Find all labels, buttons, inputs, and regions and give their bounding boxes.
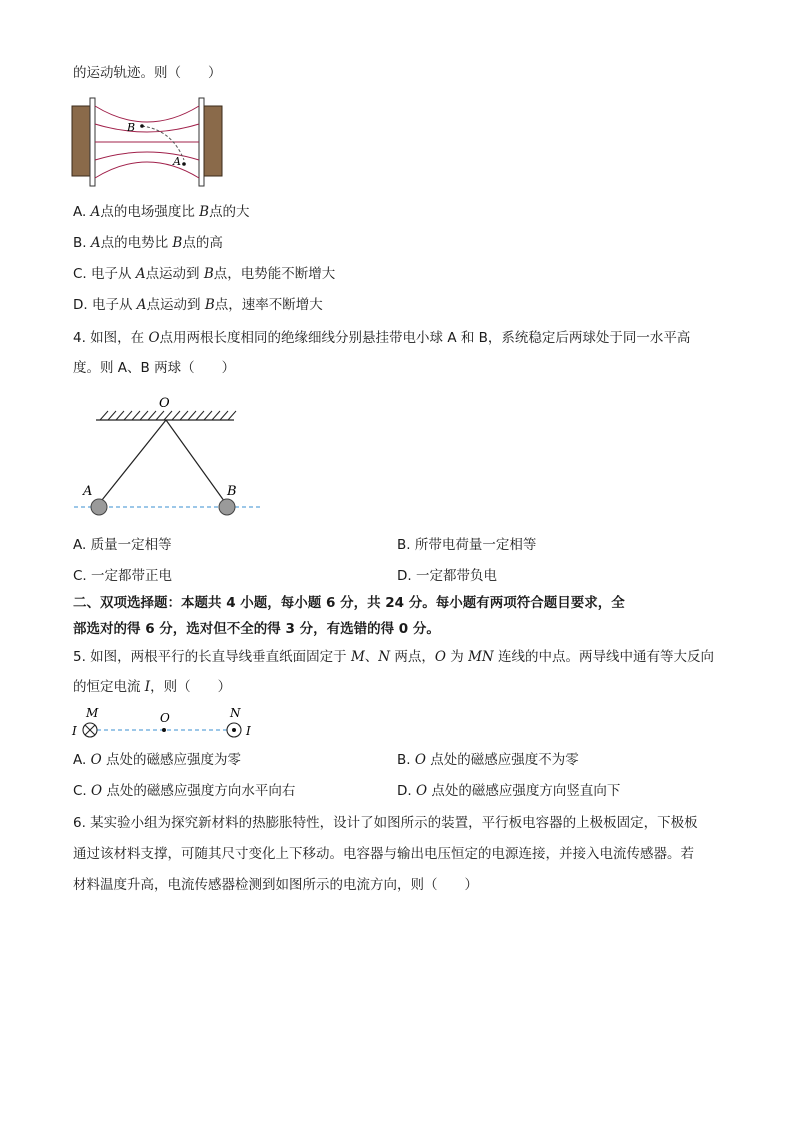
section-2-heading-line2: 部选对的得 6 分，选对但不全的得 3 分，有选错的得 0 分。 xyxy=(73,621,440,637)
q4-pendulum-figure xyxy=(74,392,274,527)
q5-label-m: M xyxy=(86,706,99,720)
section-2-heading-line1: 二、双项选择题：本题共 4 小题，每小题 6 分，共 24 分。每小题有两项符合题目要求，全 xyxy=(73,595,625,611)
q5-option-c: C. O 点处的磁感应强度方向水平向右 xyxy=(73,783,296,799)
q5-stem-line1: 5. 如图，两根平行的长直导线垂直纸面固定于 M、N 两点，O 为 MN 连线的中点。两导线中通有等大反向 xyxy=(73,649,715,665)
q6-stem-line2: 通过该材料支撑，可随其尺寸变化上下移动。电容器与输出电压恒定的电源连接，并接入电流传感器。若 xyxy=(73,846,694,862)
q3-field-figure xyxy=(72,98,222,188)
q4-label-a: A xyxy=(83,484,93,499)
q4-option-d: D. 一定都带负电 xyxy=(397,568,497,584)
q5-option-a: A. O 点处的磁感应强度为零 xyxy=(73,752,241,768)
q3-label-b: B xyxy=(127,121,136,134)
q4-label-o: O xyxy=(159,396,170,411)
q4-option-b: B. 所带电荷量一定相等 xyxy=(397,537,537,553)
q4-stem-line1: 4. 如图，在 O点用两根长度相同的绝缘细线分别悬挂带电小球 A 和 B，系统稳定后两球处于同一水平高 xyxy=(73,330,691,346)
q5-label-i-right: I xyxy=(246,724,251,738)
q5-option-b: B. O 点处的磁感应强度不为零 xyxy=(397,752,579,768)
q5-wires-figure xyxy=(72,706,262,746)
q3-option-c: C. 电子从 A点运动到 B点，电势能不断增大 xyxy=(73,266,336,282)
q3-stem-tail: 的运动轨迹。则（ ） xyxy=(73,65,222,81)
q4-option-c: C. 一定都带正电 xyxy=(73,568,173,584)
q4-stem-line2: 度。则 A、B 两球（ ） xyxy=(73,360,236,376)
q5-label-i-left: I xyxy=(72,724,77,738)
q3-label-a: A xyxy=(173,155,181,168)
q5-label-n: N xyxy=(230,706,241,720)
q5-stem-line2: 的恒定电流 I，则（ ） xyxy=(73,679,232,695)
q5-label-o: O xyxy=(160,711,170,725)
q6-stem-line1: 6. 某实验小组为探究新材料的热膨胀特性，设计了如图所示的装置，平行板电容器的上极板固定，下极板 xyxy=(73,815,698,831)
q3-option-b: B. A点的电势比 B点的高 xyxy=(73,235,223,251)
q3-option-d: D. 电子从 A点运动到 B点，速率不断增大 xyxy=(73,297,323,313)
q4-label-b: B xyxy=(227,484,237,499)
q3-option-a: A. A点的电场强度比 B点的大 xyxy=(73,204,250,220)
q5-option-d: D. O 点处的磁感应强度方向竖直向下 xyxy=(397,783,621,799)
q6-stem-line3: 材料温度升高，电流传感器检测到如图所示的电流方向，则（ ） xyxy=(73,877,478,893)
q4-option-a: A. 质量一定相等 xyxy=(73,537,172,553)
